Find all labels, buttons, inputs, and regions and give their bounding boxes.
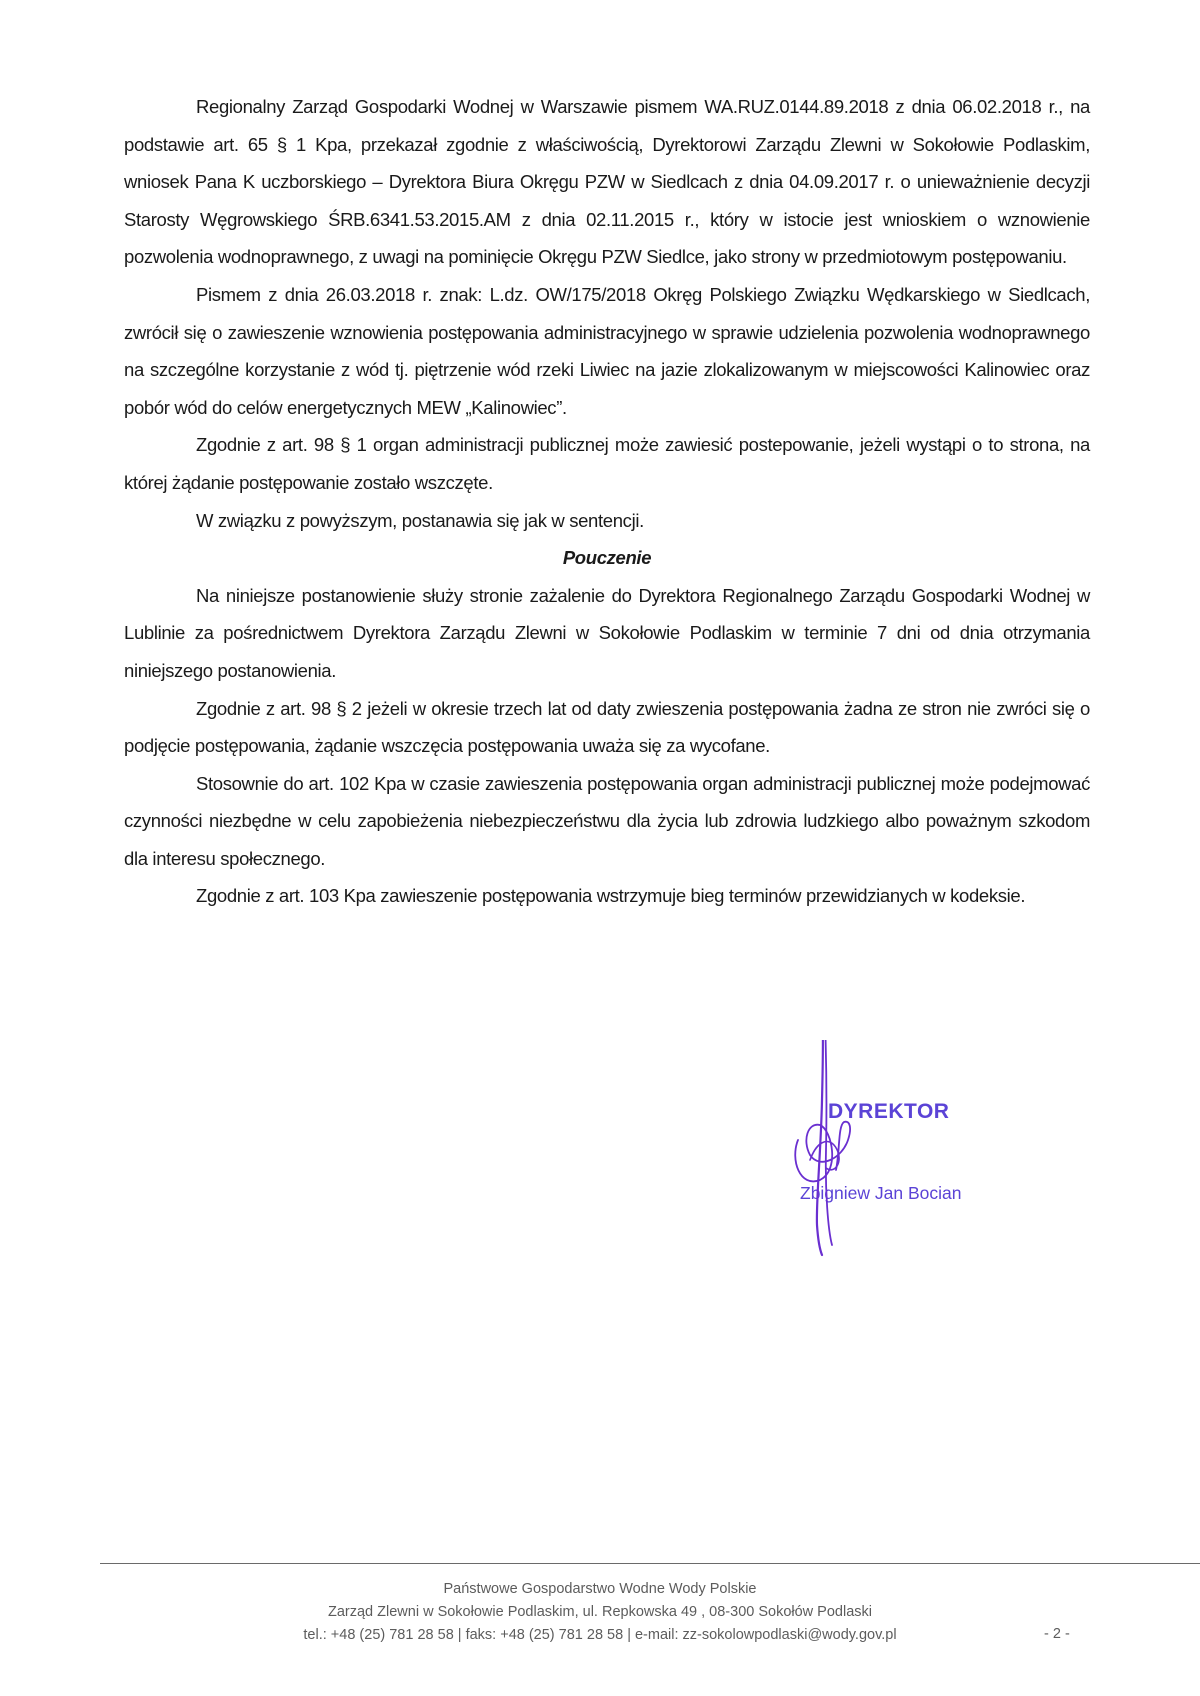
footer-divider [100, 1563, 1200, 1564]
paragraph-suspension-request: Pismem z dnia 26.03.2018 r. znak: L.dz. OW/175/2018 Okręg Polskiego Związku Wędkarskiego w Siedlcach, zwrócił się o zawieszenie wznowienia postępowania administracyjnego w sprawie udzielenia pozwolenia wodnoprawnego na szczególne korzystanie z wód tj. piętrzenie wód rzeki Liwiec na jazie zlokalizowanym w miejscowości Kalinowiec oraz pobór wód do celów energetycznych MEW „Kalinowiec”. [124, 283, 1090, 418]
paragraph-art-103: Zgodnie z art. 103 Kpa zawieszenie postępowania wstrzymuje bieg terminów przewidzianych w kodeksie. [196, 885, 1026, 907]
paragraph-transfer: Regionalny Zarząd Gospodarki Wodnej w Warszawie pismem WA.RUZ.0144.89.2018 z dnia 06.02.2018 r., na podstawie art. 65 § 1 Kpa, przekazał zgodnie z właściwością, Dyrektorowi Zarządu Zlewni w Sokołowie Podlaskim, wniosek Pana K uczborskiego – Dyrektora Biura Okręgu PZW w Siedlcach z dnia 04.09.2017 r. o unieważnienie decyzji Starosty Węgrowskiego ŚRB.6341.53.2015.AM z dnia 02.11.2015 r., który w istocie jest wnioskiem o wznowienie pozwolenia wodnoprawnego, z uwagi na pominięcie Okręgu PZW Siedlce, jako strony w przedmiotowym postępowaniu. [124, 96, 1090, 268]
stamp-title: DYREKTOR [828, 1100, 950, 1123]
footer [100, 1578, 1100, 1647]
section-heading-pouczenie: Pouczenie [562, 547, 652, 569]
paragraph-decision: W związku z powyższym, postanawia się jak w sentencji. [196, 509, 644, 531]
document-body [124, 88, 1090, 915]
paragraph-art-102: Stosownie do art. 102 Kpa w czasie zawieszenia postępowania organ administracji publicznej może podejmować czynności niezbędne w celu zapobieżenia niebezpieczeństwu dla życia lub zdrowia ludzkiego albo poważnym szkodom dla interesu społecznego. [124, 772, 1090, 869]
footer-organization: Państwowe Gospodarstwo Wodne Wody Polskie [443, 1581, 757, 1597]
stamp-name: Zbigniew Jan Bocian [800, 1183, 962, 1203]
footer-address: Zarząd Zlewni w Sokołowie Podlaskim, ul. Repkowska 49 , 08-300 Sokołów Podlaski [327, 1604, 872, 1620]
footer-contact: tel.: +48 (25) 781 28 58 | faks: +48 (25) 781 28 58 | e-mail: zz-sokolowpodlaski@wody.gov.pl [303, 1627, 897, 1643]
paragraph-legal-basis: Zgodnie z art. 98 § 1 organ administracji publicznej może zawiesić postepowanie, jeżeli wystąpi o to strona, na której żądanie postępowanie zostało wszczęte. [124, 434, 1090, 493]
paragraph-appeal: Na niniejsze postanowienie służy stronie zażalenie do Dyrektora Regionalnego Zarządu Gospodarki Wodnej w Lublinie za pośrednictwem Dyrektora Zarządu Zlewni w Sokołowie Podlaskim w terminie 7 dni od dnia otrzymania niniejszego postanowienia. [124, 584, 1090, 681]
paragraph-withdrawal: Zgodnie z art. 98 § 2 jeżeli w okresie trzech lat od daty zwieszenia postępowania żadna ze stron nie zwróci się o podjęcie postępowania, żądanie wszczęcia postępowania uważa się za wycofane. [124, 697, 1090, 757]
page-number: - 2 - [1044, 1626, 1070, 1642]
handwritten-signature-icon [780, 1040, 1020, 1260]
director-stamp [780, 1040, 1020, 1260]
